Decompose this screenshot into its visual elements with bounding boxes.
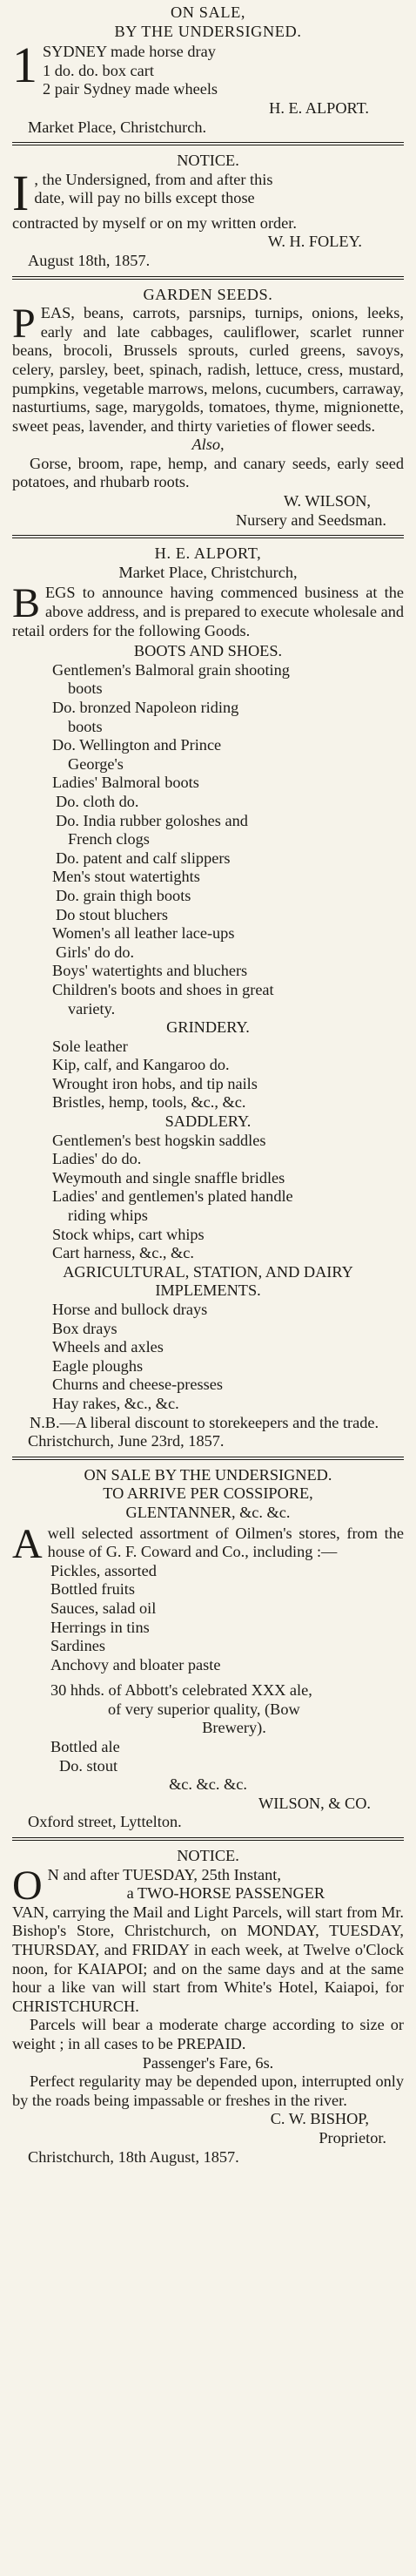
category-heading: AGRICULTURAL, STATION, AND DAIRY bbox=[63, 1262, 353, 1281]
fare: Passenger's Fare, 6s. bbox=[142, 2053, 274, 2072]
etc-line: &c. &c. &c. bbox=[169, 1775, 247, 1794]
list-item: Kip, calf, and Kangaroo do. bbox=[52, 1056, 230, 1074]
category-heading: SADDLERY. bbox=[164, 1112, 252, 1131]
list-item: Do. India rubber goloshes and bbox=[56, 811, 248, 829]
list-item: Hay rakes, &c., &c. bbox=[52, 1394, 179, 1412]
list-item: Herrings in tins bbox=[50, 1618, 150, 1636]
list-item: Do. bronzed Napoleon riding bbox=[52, 699, 239, 716]
signature: W. WILSON, bbox=[283, 492, 371, 510]
nb-note: N.B.—A liberal discount to storekeepers and the trade. bbox=[30, 1413, 379, 1431]
address: Market Place, Christchurch, bbox=[118, 563, 298, 581]
signature: WILSON, & CO. bbox=[258, 1794, 371, 1812]
section-divider bbox=[12, 276, 404, 280]
date: August 18th, 1857. bbox=[28, 251, 151, 269]
list-item: Pickles, assorted bbox=[50, 1561, 157, 1579]
ad-heading: ON SALE BY THE UNDERSIGNED. bbox=[84, 1465, 332, 1484]
list-item: Do. Wellington and Prince bbox=[52, 736, 222, 754]
ad-subheading: BY THE UNDERSIGNED. bbox=[114, 22, 302, 40]
list-item: Churns and cheese-presses bbox=[52, 1376, 223, 1394]
list-item: Do. patent and calf slippers bbox=[56, 849, 231, 867]
ad-body bbox=[12, 37, 404, 99]
list-item: Children's boots and shoes in great bbox=[52, 980, 274, 998]
implements-list bbox=[12, 1301, 404, 1414]
list-item: Wheels and axles bbox=[52, 1338, 164, 1356]
ad-intro bbox=[12, 1520, 404, 1567]
signature: W. H. FOLEY. bbox=[267, 233, 362, 251]
list-item: riding whips bbox=[68, 1207, 148, 1225]
ad-heading: NOTICE. bbox=[177, 1847, 239, 1865]
ad-bishop-van bbox=[12, 1847, 404, 2167]
ad-heading: H. E. ALPORT, bbox=[154, 544, 262, 563]
section-divider bbox=[12, 535, 404, 538]
list-item: Sauces, salad oil bbox=[50, 1599, 157, 1617]
list-item: Stock whips, cart whips bbox=[52, 1225, 205, 1243]
sale-item: SYDNEY made horse dray bbox=[43, 43, 216, 61]
list-item: variety. bbox=[68, 999, 116, 1018]
notice-line: N and after TUESDAY, 25th Instant, bbox=[47, 1865, 281, 1883]
list-item: Anchovy and bloater paste bbox=[50, 1655, 221, 1673]
ale-line: Do. stout bbox=[59, 1756, 118, 1775]
parcels-note: Parcels will bear a moderate charge according to size or weight ; in all cases to be PREPAID. bbox=[12, 2016, 404, 2052]
ad-body bbox=[12, 164, 404, 233]
list-item: French clogs bbox=[68, 830, 150, 849]
ad-wilson-stores bbox=[12, 1466, 404, 1832]
drop-cap: I bbox=[12, 164, 30, 221]
category-heading: BOOTS AND SHOES. bbox=[133, 642, 283, 660]
seed-list-extra: Gorse, broom, rape, hemp, and canary seeds, early seed potatoes, and rhubarb roots. bbox=[12, 454, 404, 491]
signature: C. W. BISHOP, bbox=[270, 2110, 369, 2128]
list-item: Sardines bbox=[50, 1637, 105, 1655]
notice-line: contracted by myself or on my written order. bbox=[12, 213, 297, 232]
date: Christchurch, 18th August, 1857. bbox=[28, 2147, 239, 2166]
sale-item: 2 pair Sydney made wheels bbox=[43, 80, 218, 98]
category-heading: IMPLEMENTS. bbox=[155, 1281, 261, 1300]
drop-cap: 1 bbox=[12, 37, 37, 94]
list-item: Do. cloth do. bbox=[56, 792, 139, 810]
category-heading: GRINDERY. bbox=[166, 1018, 250, 1037]
sale-item: 1 do. do. box cart bbox=[43, 61, 154, 79]
list-item: Eagle ploughs bbox=[52, 1356, 144, 1375]
ale-line: of very superior quality, (Bow bbox=[108, 1700, 300, 1718]
ad-body bbox=[12, 301, 404, 436]
drop-cap: O bbox=[12, 1862, 43, 1909]
list-item: Ladies' Balmoral boots bbox=[52, 774, 199, 792]
list-item: Ladies' and gentlemen's plated handle bbox=[52, 1187, 293, 1206]
ale-line: 30 hhds. of Abbott's celebrated XXX ale, bbox=[50, 1681, 312, 1700]
seed-list: EAS, beans, carrots, parsnips, turnips, onions, leeks, early and late cabbages, cauliflower, scarlet runner beans, brocoli, Brussels sprouts, curled greens, savoys, celery, parsley, beet, spinach, radish, lettuce, cress, mustard, pumpkins, vegetable marrows, melons, cucumbers, carraway, nasturtiums, sage, marygolds, tomatoes, thyme, mignionette, sweet peas, lavender, and thirty varieties of flower seeds. bbox=[12, 304, 404, 435]
ad-heading: NOTICE. bbox=[177, 152, 239, 170]
list-item: Do stout bluchers bbox=[56, 905, 168, 923]
regularity-note: Perfect regularity may be depended upon, interrupted only by the roads being impassable or freshes in the river. bbox=[12, 2072, 404, 2109]
section-divider bbox=[12, 1457, 404, 1460]
notice-line: date, will pay no bills except those bbox=[34, 189, 255, 207]
intro-text: well selected assortment of Oilmen's stores, from the house of G. F. Coward and Co., including :— bbox=[47, 1524, 404, 1561]
ale-line: Bottled ale bbox=[50, 1738, 120, 1756]
list-item: boots bbox=[68, 679, 103, 698]
list-item: Sole leather bbox=[52, 1037, 128, 1055]
drop-cap: P bbox=[12, 301, 36, 348]
signature-title: Nursery and Seedsman. bbox=[235, 510, 386, 529]
notice-body: VAN, carrying the Mail and Light Parcels, will start from Mr. Bishop's Store, Christchurch, on MONDAY, TUESDAY, THURSDAY, and FRIDAY in each week, at Twelve o'Clock noon, for KAIAPOI; and on the same days and at the same hour a like van will start from White's Hotel, Kaiapoi, for CHRISTCHURCH. bbox=[12, 1903, 405, 2015]
list-item: Do. grain thigh boots bbox=[56, 886, 191, 904]
ad-subheading: GLENTANNER, &c. &c. bbox=[125, 1503, 291, 1521]
boots-list bbox=[12, 661, 404, 1018]
list-item: Bottled fruits bbox=[50, 1580, 135, 1599]
list-item: boots bbox=[68, 717, 103, 735]
list-item: Weymouth and single snaffle bridles bbox=[52, 1168, 285, 1187]
notice-line: , the Undersigned, from and after this bbox=[34, 170, 273, 188]
list-item: Gentlemen's best hogskin saddles bbox=[52, 1131, 266, 1149]
saddlery-list bbox=[12, 1132, 404, 1263]
ad-subheading: TO ARRIVE PER COSSIPORE, bbox=[103, 1484, 313, 1503]
drop-cap: B bbox=[12, 580, 41, 627]
ale-line: Brewery). bbox=[202, 1719, 266, 1737]
signature: H. E. ALPORT. bbox=[269, 98, 369, 117]
list-item: Cart harness, &c., &c. bbox=[52, 1244, 194, 1262]
list-item: Men's stout watertights bbox=[52, 868, 200, 886]
ad-garden-seeds bbox=[12, 286, 404, 531]
list-item: Wrought iron hobs, and tip nails bbox=[52, 1074, 258, 1092]
stores-list bbox=[12, 1562, 404, 1675]
date: Christchurch, June 23rd, 1857. bbox=[28, 1432, 225, 1450]
list-item: Horse and bullock drays bbox=[52, 1301, 208, 1318]
notice-line: a TWO-HORSE PASSENGER bbox=[126, 1884, 325, 1903]
grindery-list bbox=[12, 1038, 404, 1112]
ad-alport-goods bbox=[12, 544, 404, 1451]
intro-text: EGS to announce having commenced business at the above address, and is prepared to execute wholesale and retail orders for the following Goods. bbox=[12, 584, 404, 639]
ad-alport-sale bbox=[12, 3, 404, 137]
ad-heading: GARDEN SEEDS. bbox=[143, 285, 273, 303]
drop-cap: A bbox=[12, 1520, 43, 1567]
section-divider bbox=[12, 142, 404, 145]
ad-heading: ON SALE, bbox=[170, 3, 246, 21]
list-item: Women's all leather lace-ups bbox=[52, 924, 235, 943]
ad-intro bbox=[12, 580, 404, 640]
list-item: Bristles, hemp, tools, &c., &c. bbox=[52, 1093, 246, 1112]
ad-foley-notice bbox=[12, 152, 404, 270]
list-item: George's bbox=[68, 754, 124, 773]
signature-title: Proprietor. bbox=[319, 2128, 386, 2147]
address: Oxford street, Lyttelton. bbox=[28, 1813, 182, 1831]
section-divider bbox=[12, 1837, 404, 1841]
also-label: Also, bbox=[191, 436, 225, 454]
address: Market Place, Christchurch. bbox=[28, 118, 207, 136]
ad-body bbox=[12, 1862, 405, 2017]
list-item: Gentlemen's Balmoral grain shooting bbox=[52, 660, 290, 679]
list-item: Boys' watertights and bluchers bbox=[52, 962, 248, 980]
list-item: Box drays bbox=[52, 1319, 117, 1337]
list-item: Girls' do do. bbox=[56, 943, 135, 961]
list-item: Ladies' do do. bbox=[52, 1150, 142, 1168]
